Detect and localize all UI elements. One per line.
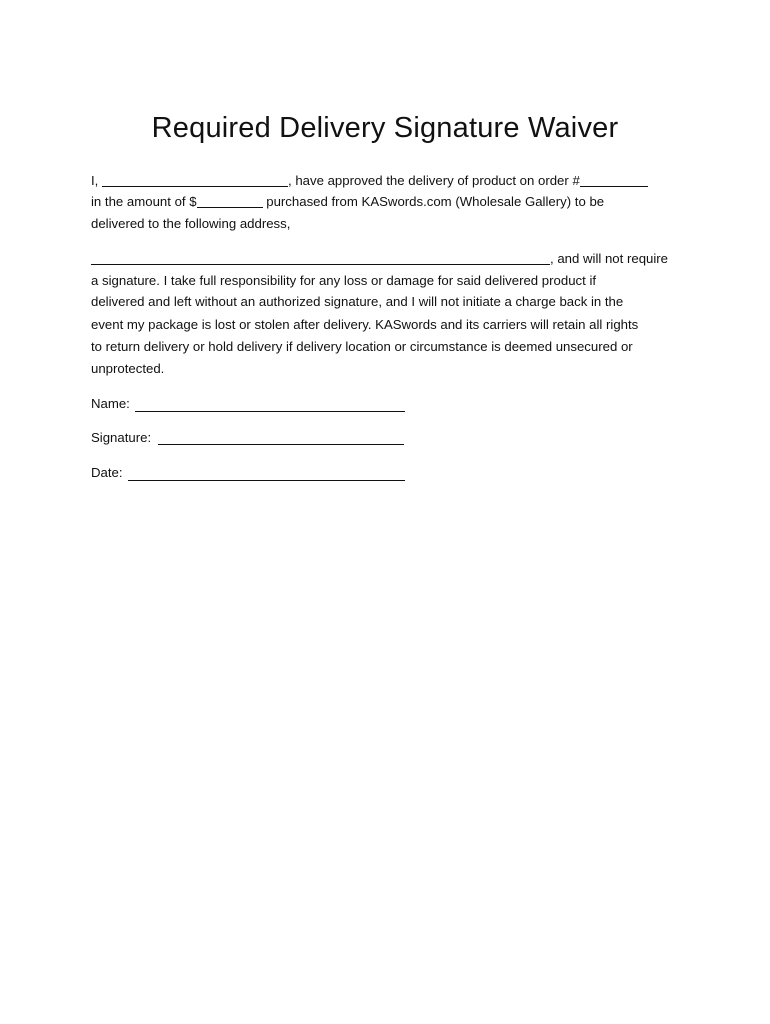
amount-blank[interactable] xyxy=(197,194,263,208)
body-line: delivered and left without an authorized signature, and I will not initiate a charge back in the xyxy=(91,294,624,309)
date-field[interactable] xyxy=(128,479,405,481)
line1-prefix: I, xyxy=(91,173,99,188)
date-label: Date: xyxy=(91,465,123,480)
paragraph-line-3: delivered to the following address, xyxy=(91,216,291,231)
paragraph-line-4 xyxy=(91,250,668,268)
line2-middle: purchased from KASwords.com (Wholesale Gallery) to be xyxy=(262,194,605,209)
document-title: Required Delivery Signature Waiver xyxy=(151,112,619,144)
line1-middle: , have approved the delivery of product on order # xyxy=(288,173,580,188)
name-field[interactable] xyxy=(135,410,405,412)
body-line: unprotected. xyxy=(91,361,165,376)
signature-label: Signature: xyxy=(91,430,152,445)
name-label: Name: xyxy=(91,396,130,411)
address-blank[interactable] xyxy=(91,251,550,265)
body-line: a signature. I take full responsibility for any loss or damage for said delivered product if xyxy=(91,273,597,288)
body-line: to return delivery or hold delivery if delivery location or circumstance is deemed unsecured or xyxy=(91,339,633,354)
order-number-blank[interactable] xyxy=(580,173,648,187)
signature-field[interactable] xyxy=(158,443,404,445)
line2-prefix: in the amount of $ xyxy=(91,194,197,209)
paragraph-line-1 xyxy=(91,172,648,190)
paragraph-line-2 xyxy=(91,193,604,211)
body-line: event my package is lost or stolen after delivery. KASwords and its carriers will retain all rights xyxy=(91,317,639,332)
customer-name-blank[interactable] xyxy=(102,173,288,187)
line4-suffix: , and will not require xyxy=(550,251,669,266)
